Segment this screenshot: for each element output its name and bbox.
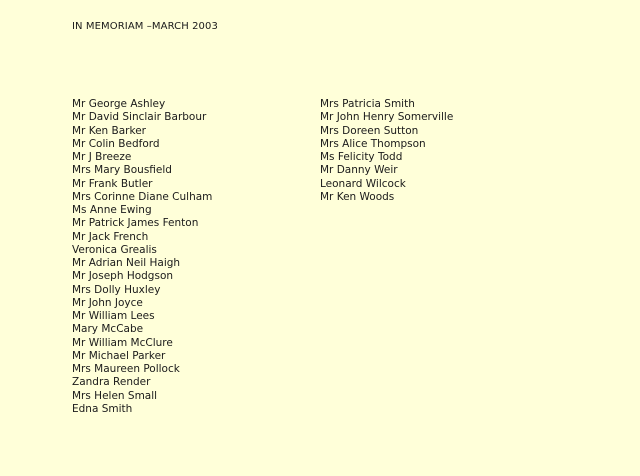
name-item: Mr John Joyce xyxy=(72,296,143,309)
name-item: Mr David Sinclair Barbour xyxy=(72,111,207,124)
name-item: Mr John Henry Somerville xyxy=(320,111,454,124)
names-column-right xyxy=(320,98,453,204)
name-item: Mr Adrian Neil Haigh xyxy=(72,257,181,269)
name-item: Veronica Grealis xyxy=(72,243,157,256)
name-item: Edna Smith xyxy=(72,402,133,415)
name-item: Mrs Maureen Pollock xyxy=(72,363,180,375)
name-item: Mrs Doreen Sutton xyxy=(320,124,419,137)
name-item: Ms Anne Ewing xyxy=(72,204,152,216)
name-item: Ms Felicity Todd xyxy=(320,151,403,163)
name-item: Mr William Lees xyxy=(72,310,155,322)
names-column-left xyxy=(72,98,212,416)
name-item: Mr George Ashley xyxy=(72,98,166,110)
name-item: Zandra Render xyxy=(72,376,151,389)
name-item: Mr Patrick James Fenton xyxy=(72,217,199,230)
name-item: Mr Michael Parker xyxy=(72,349,166,362)
name-item: Mrs Mary Bousfield xyxy=(72,164,172,177)
name-item: Mrs Patricia Smith xyxy=(320,98,415,110)
name-item: Mr Joseph Hodgson xyxy=(72,270,174,283)
name-item: Mrs Helen Small xyxy=(72,389,158,402)
name-item: Mrs Alice Thompson xyxy=(320,137,426,150)
name-item: Mr William McClure xyxy=(72,336,173,349)
name-item: Mr Frank Butler xyxy=(72,177,153,190)
page-title: IN MEMORIAM –MARCH 2003 xyxy=(72,21,218,32)
name-item: Mr Danny Weir xyxy=(320,164,398,177)
name-item: Mrs Corinne Diane Culham xyxy=(72,190,213,203)
name-item: Mrs Dolly Huxley xyxy=(72,283,161,296)
name-item: Mr Ken Woods xyxy=(320,190,395,203)
name-item: Mary McCabe xyxy=(72,323,144,336)
name-item: Mr Ken Barker xyxy=(72,124,146,137)
name-item: Mr Colin Bedford xyxy=(72,137,160,150)
name-item: Mr Jack French xyxy=(72,230,149,243)
name-item: Mr J Breeze xyxy=(72,151,132,163)
name-item: Leonard Wilcock xyxy=(320,177,406,190)
